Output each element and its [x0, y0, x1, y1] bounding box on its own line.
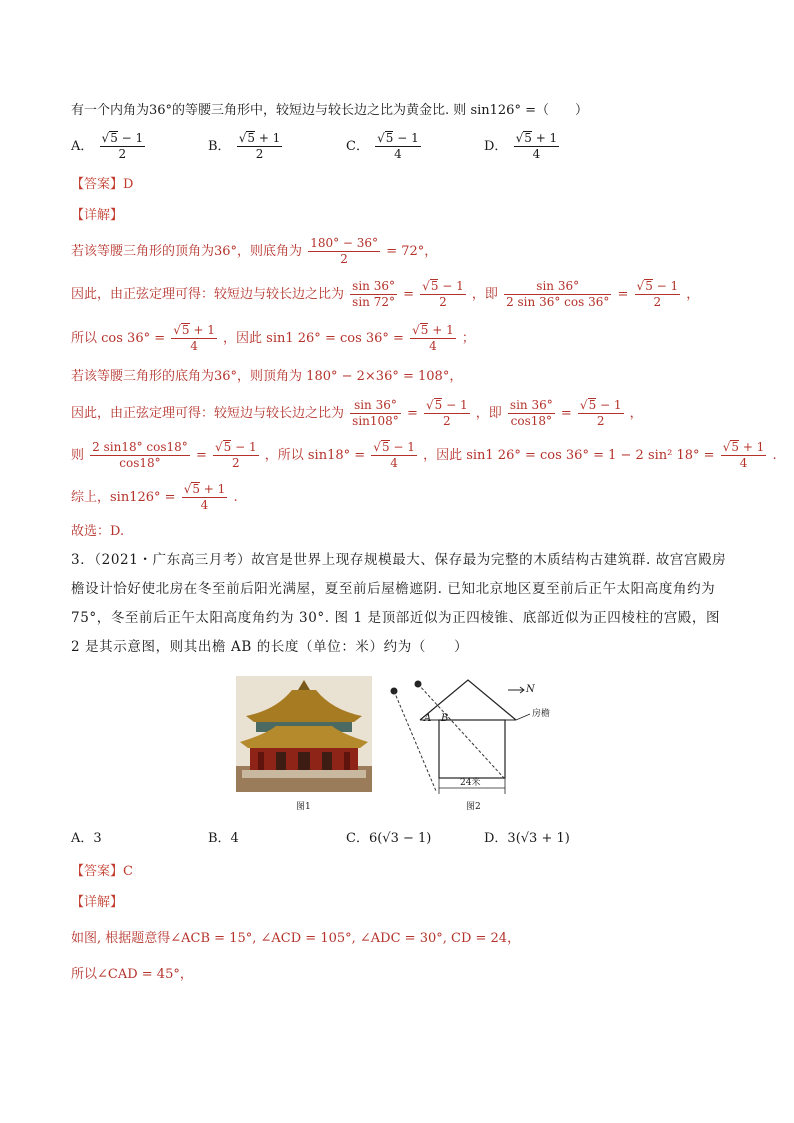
point-b-label: B [441, 713, 449, 724]
q2-detail-label: 【详解】 [71, 208, 124, 223]
q3-detail-line-1: 如图, 根据题意得∠ACB = 15°, ∠ACD = 105°, ∠ADC = 30°, CD = 24， [71, 931, 521, 946]
q2-option-d: D． $\frac{√5 + 1}{4}$ [484, 131, 558, 161]
q2-line-3: 所以 cos 36° = $\frac{√5 + 1}{4}$ ，因此 sin1 26° = cos 36° = $\frac{√5 + 1}{4}$ ； [71, 323, 475, 353]
q2-line-8: 故选：D. [71, 524, 125, 539]
q2-option-b: B． $\frac{√5 + 1}{2}$ [208, 131, 281, 161]
q2-line-5: 因此，由正弦定理可得：较短边与较长边之比为 $\frac{\sin 36^\circ}{\sin 108^\circ}$ = $\frac{√5 - 1}{2}$ ，即 $\frac{\sin 36^\circ}{\cos 18^\circ}$ = $\frac{√5 - 1}{2}$ ， [71, 398, 643, 428]
q2-stem: 有一个内角为36°的等腰三角形中，较短边与较长边之比为黄金比. 则 sin126° =（ ） [71, 103, 588, 118]
q2-line-2: 因此，由正弦定理可得：较短边与较长边之比为 $\frac{\sin 36^\circ}{\sin 72^\circ}$ = $\frac{√5 - 1}{2}$ ，即 $\frac{\sin 36^\circ}{2 \sin 36^\circ \cos 36^\circ}$ = $\frac{√5 - 1}{2}$ ， [71, 279, 700, 309]
q3-option-d: D．3(√3 + 1) [484, 831, 570, 846]
q2-line-1: 若该等腰三角形的顶角为36°，则底角为 $\frac{180^\circ - 36^\circ}{2}$ = 72°， [71, 236, 438, 266]
q3-option-c: C．6(√3 − 1) [346, 831, 432, 846]
fig2-caption: 图2 [466, 802, 481, 812]
q3-detail-label: 【详解】 [71, 895, 124, 910]
q3-answer: 【答案】C [71, 864, 133, 879]
q2-answer: 【答案】D [71, 177, 134, 192]
fig1-caption: 图1 [296, 802, 311, 812]
q3-detail-line-2: 所以∠CAD = 45°， [71, 967, 193, 982]
width-label: 24米 [460, 778, 481, 788]
palace-photo [236, 676, 372, 792]
q3-option-a: A．3 [71, 831, 102, 846]
q2-option-c: C． $\frac{√5 - 1}{4}$ [346, 131, 419, 161]
q2-line-7: 综上，sin126° = $\frac{√5 + 1}{4}$ . [71, 482, 238, 512]
q2-line-6: 则 $\frac{2 \sin 18^\circ \cos 18^\circ}{\cos 18^\circ}$ = $\frac{√5 - 1}{2}$ ，所以 sin18° = $\frac{√5 - 1}{4}$ ，因此 sin1 26° = cos 36° = 1 − 2 sin² 18° = $\frac{√5 + 1}{4}$ . [71, 440, 777, 470]
q2-line-4: 若该等腰三角形的底角为36°，则顶角为 180° − 2×36° = 108°， [71, 369, 463, 384]
q3-stem: 3．（2021・广东高三月考）故宫是世界上现存规模最大、保存最为完整的木质结构古建筑群. 故宫宫殿房檐设计恰好使北房在冬至前后阳光满屋，夏至前后屋檐遮阴. 已知北京地区夏至前后正午太阳高度角约为 75°，冬至前后正午太阳高度角约为 30°. 图 1 是顶部近似为正四棱锥、底部近似为正四棱柱的宫殿，图 2 是其示意图，则其出檐 AB 的长度（单位：米）约为（ ） [71, 552, 727, 655]
q3-option-b: B．4 [208, 831, 239, 846]
north-label: N [526, 684, 535, 695]
q2-option-a: A． $\frac{√5 - 1}{2}$ [71, 131, 144, 161]
eave-label: 房檐 [532, 709, 551, 719]
point-a-label: A [424, 713, 432, 724]
